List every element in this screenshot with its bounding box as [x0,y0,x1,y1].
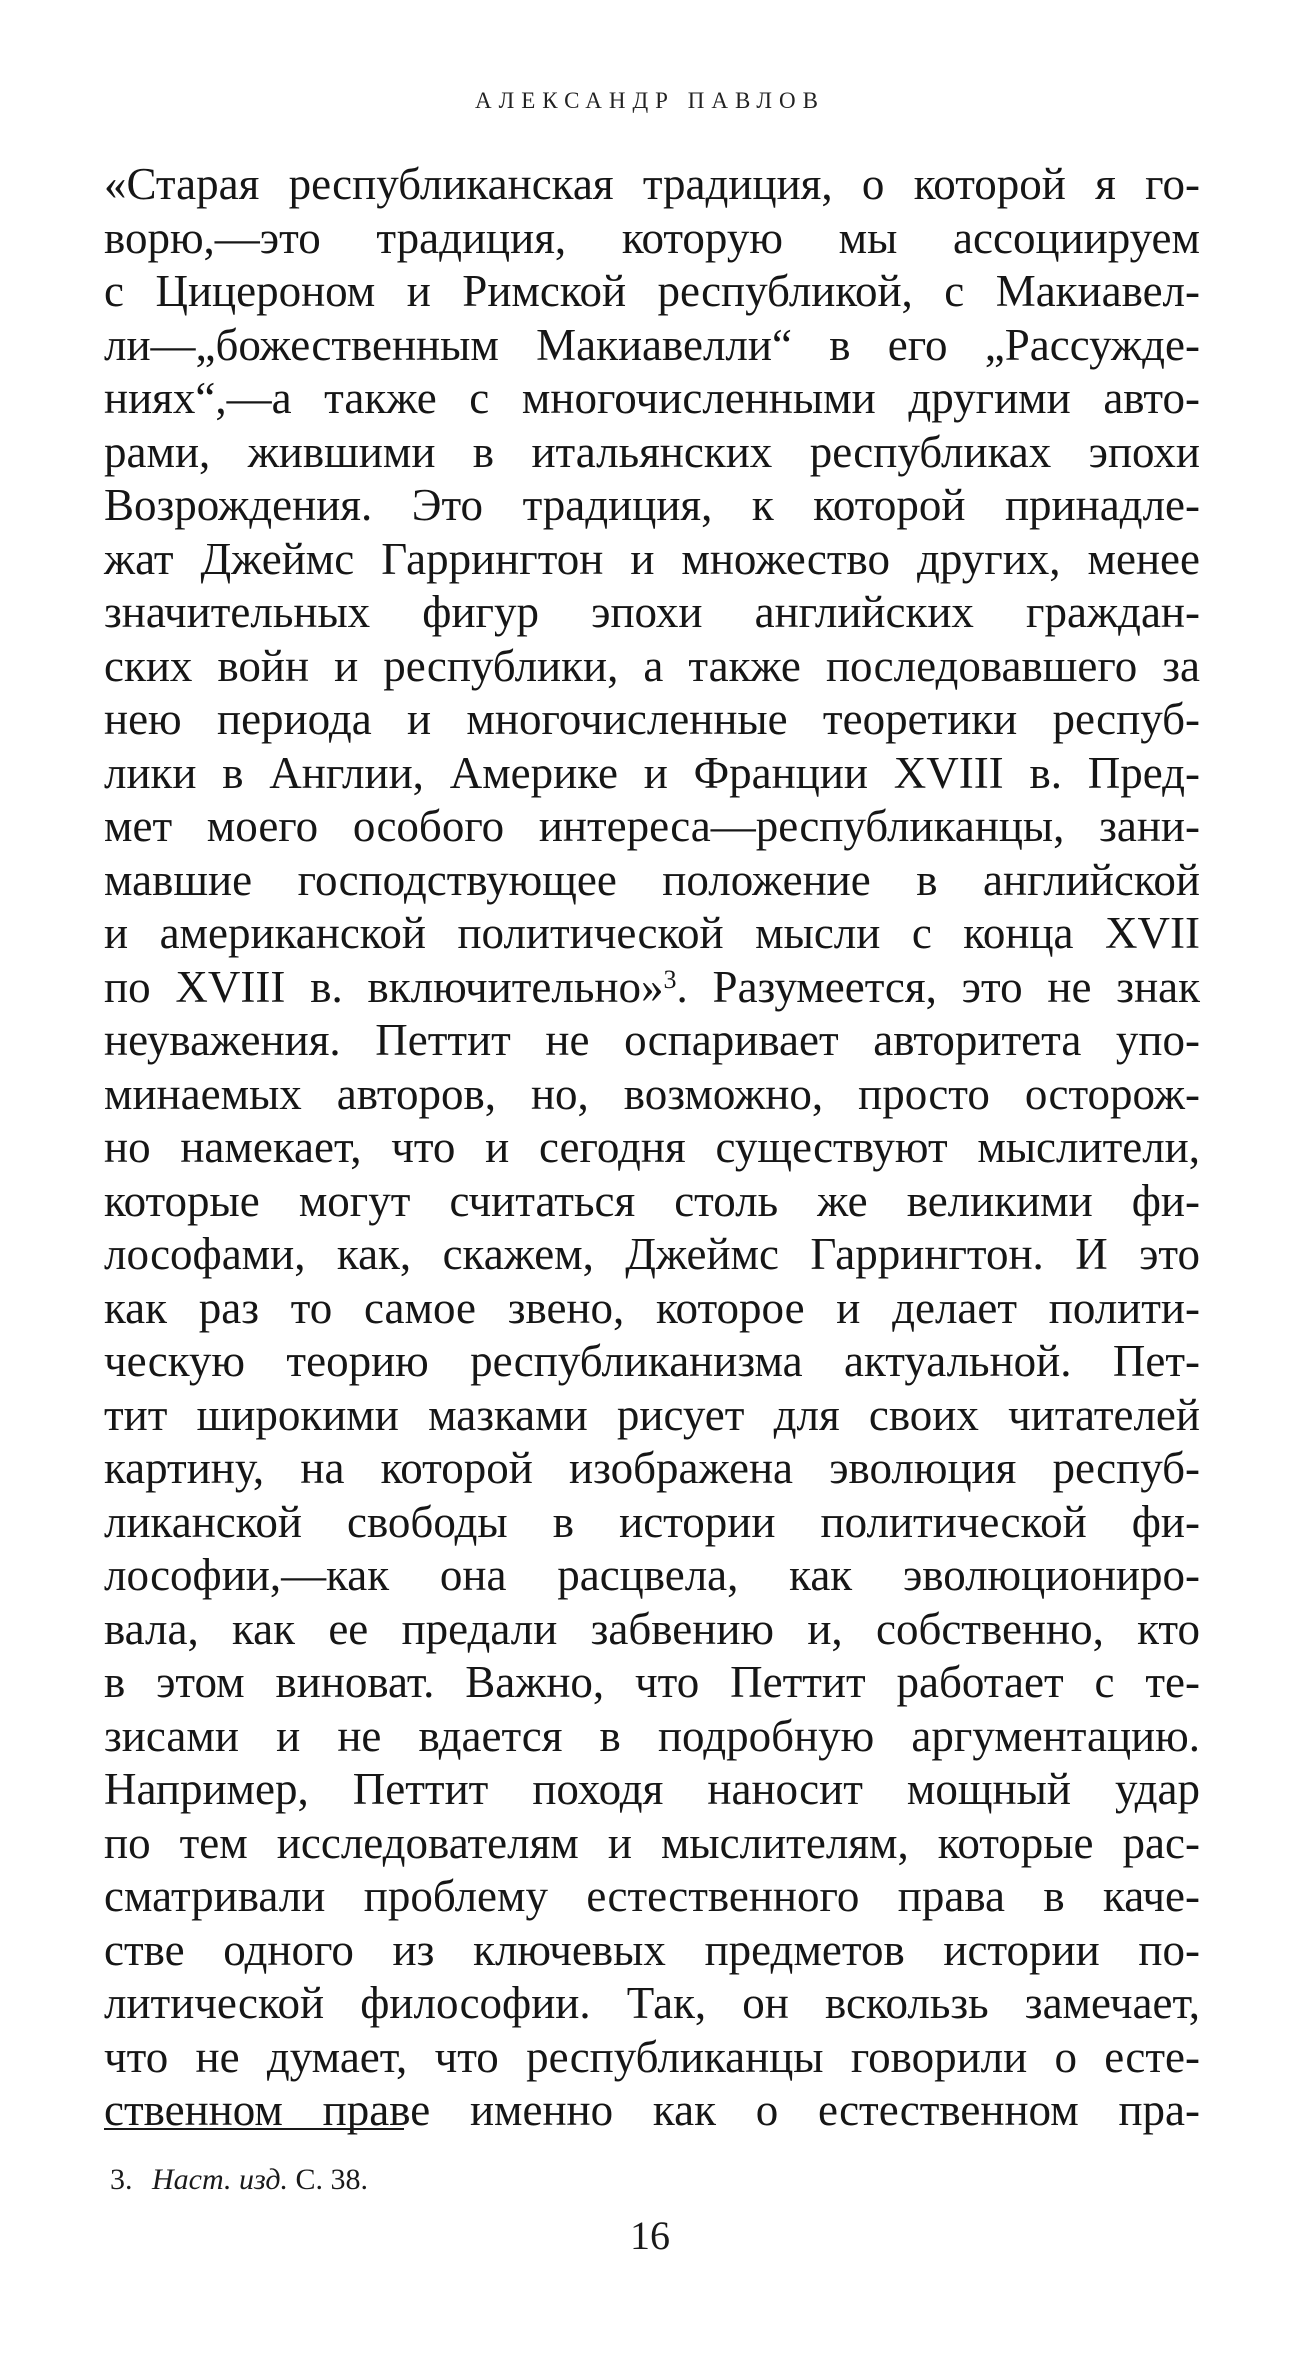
running-head: АЛЕКСАНДР ПАВЛОВ [475,88,825,113]
text-line: минаемых авторов, но, возможно, просто осторож- [104,1068,1200,1119]
footnote-page-ref: С. 38. [295,2163,369,2196]
text-line: стве одного из ключевых предметов истории по- [104,1924,1200,1975]
main-text [104,158,1200,2138]
text-line: лософии,—как она расцвела, как эволюциониро- [104,1550,1200,1600]
text-line: рами, жившими в итальянских республиках эпохи [104,426,1200,477]
text-line: тит широкими мазками рисует для своих читателей [104,1389,1200,1440]
text-line: ских войн и республики, а также последовавшего за [104,640,1200,691]
text-fragment: по XVIII в. включительно» [104,961,664,1012]
text-line: что не думает, что республиканцы говорили о есте- [104,2031,1200,2082]
text-line: ли—„божественным Макиавелли“ в его „Рассужде- [104,319,1200,370]
text-line: зисами и не вдается в подробную аргументацию. [104,1710,1200,1761]
text-line: ворю,—это традиция, которую мы ассоциируем [104,212,1200,263]
text-line: значительных фигур эпохи английских граждан- [104,587,1200,637]
text-line: картину, на которой изображена эволюция респуб- [104,1443,1200,1493]
text-line: ственном праве именно как о естественном пра- [104,2085,1200,2135]
footnote-number: 3. [110,2163,133,2196]
text-line: нею периода и многочисленные теоретики респуб- [104,694,1200,744]
text-line: но намекает, что и сегодня существуют мыслители, [104,1122,1200,1172]
footnote-divider [104,2128,404,2130]
text-line: как раз то самое звено, которое и делает полити- [104,1282,1200,1333]
text-line: жат Джеймс Гаррингтон и множество других, менее [104,533,1200,584]
text-line-with-footnote [104,961,1200,1015]
text-line: лики в Англии, Америке и Франции XVIII в. Пред- [104,747,1200,798]
text-line: вала, как ее предали забвению и, собственно, кто [104,1603,1200,1654]
text-line: ниях“,—а также с многочисленными другими авто- [104,373,1200,423]
footnote [110,2161,368,2199]
text-line: и американской политической мысли с конца XVII [104,908,1200,958]
text-line: сматривали проблему естественного права в каче- [104,1871,1200,1921]
footnote-source: Наст. изд. [152,2163,288,2196]
text-line: литической философии. Так, он вскользь замечает, [104,1978,1200,2028]
text-line: мет моего особого интереса—республиканцы, зани- [104,801,1200,851]
text-fragment: . Разумеется, это не знак [676,961,1201,1012]
text-line: которые могут считаться столь же великими фи- [104,1175,1200,1226]
page-number: 16 [630,2213,670,2258]
text-line: мавшие господствующее положение в английской [104,854,1200,905]
text-line: лософами, как, скажем, Джеймс Гаррингтон. И это [104,1229,1200,1279]
footnote-reference[interactable]: 3 [663,964,677,994]
text-line: ликанской свободы в истории политической фи- [104,1496,1200,1547]
text-line: «Старая республиканская традиция, о которой я го- [104,159,1200,209]
text-line: Возрождения. Это традиция, к которой принадле- [104,480,1200,530]
text-line: Например, Петтит походя наносит мощный удар [104,1764,1200,1814]
text-line: ческую теорию республиканизма актуальной. Пет- [104,1336,1200,1386]
text-line: с Цицероном и Римской республикой, с Макиавел- [104,266,1200,316]
text-line: по тем исследователям и мыслителям, которые рас- [104,1817,1200,1868]
text-line: в этом виноват. Важно, что Петтит работает с те- [104,1657,1200,1707]
text-line: неуважения. Петтит не оспаривает авторитета упо- [104,1015,1200,1065]
